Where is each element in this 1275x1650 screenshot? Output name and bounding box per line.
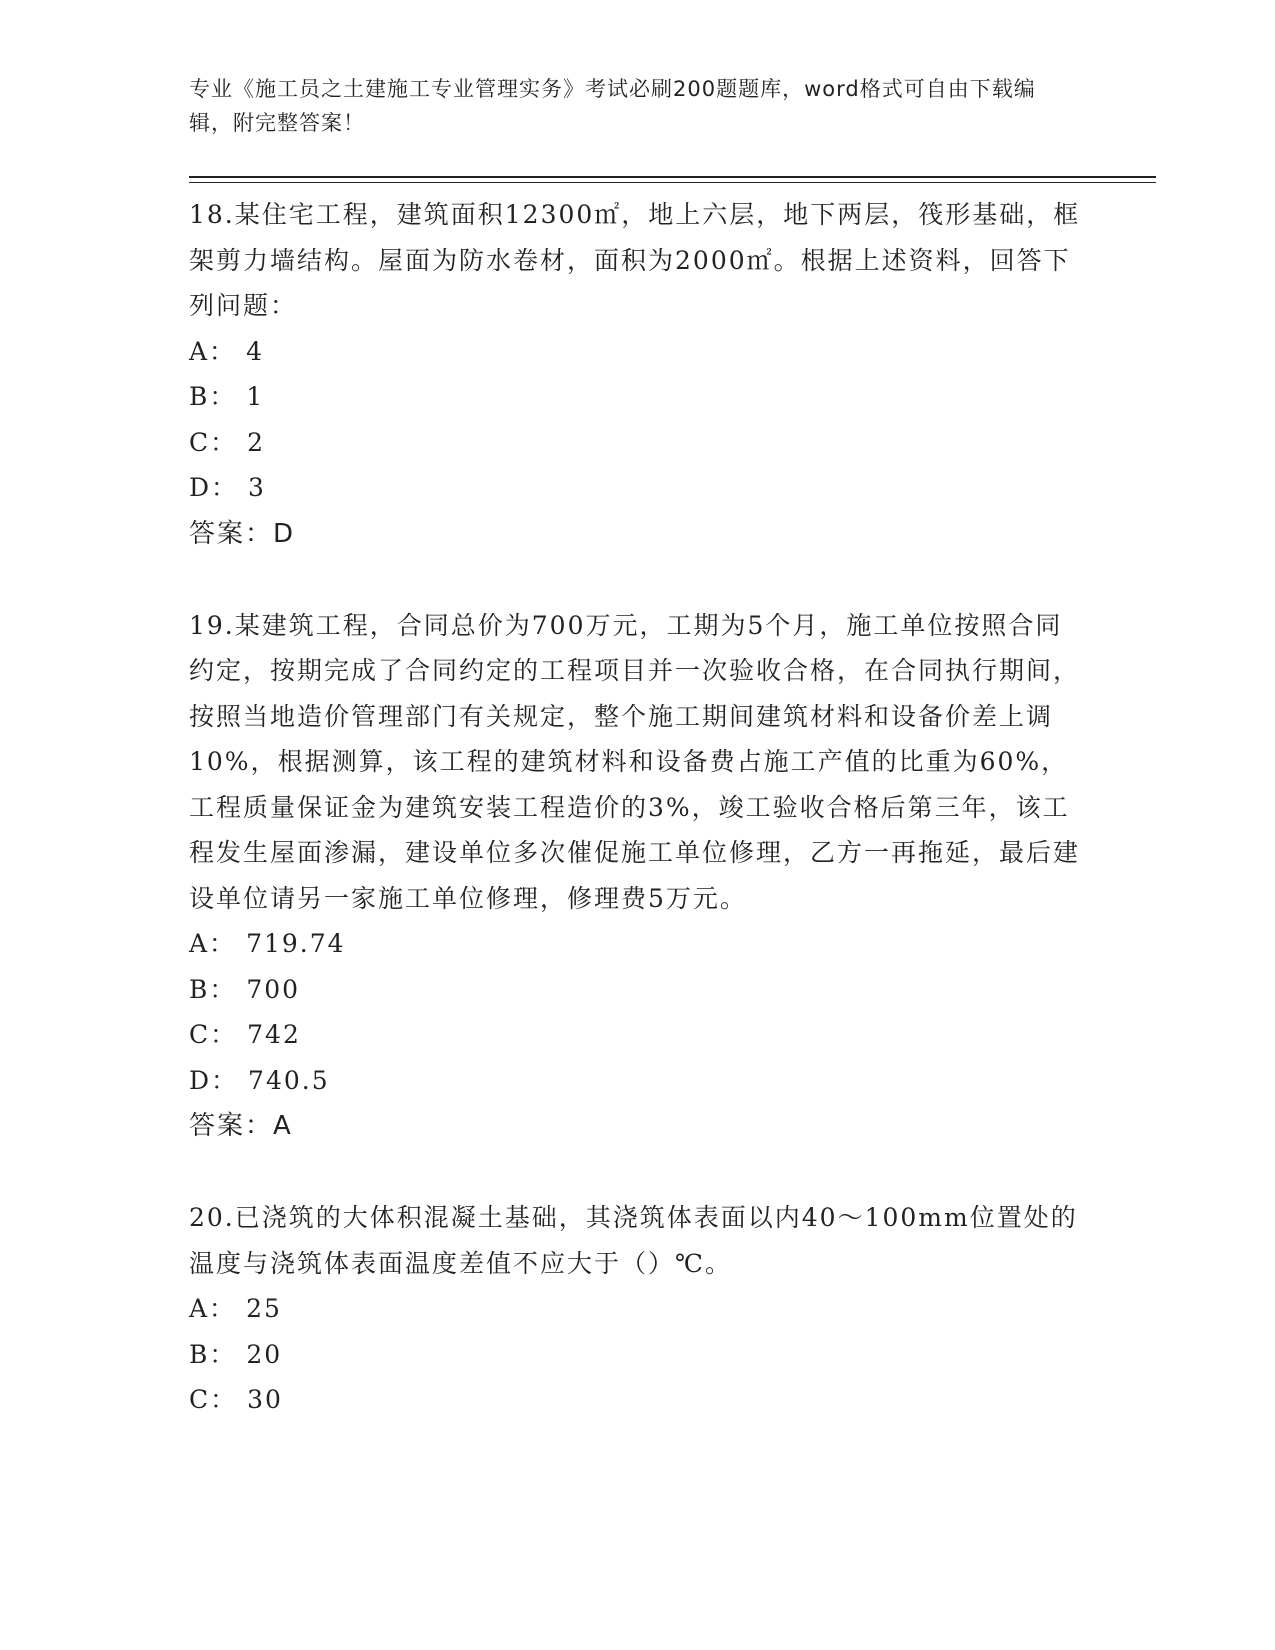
option-letter: A：	[189, 929, 237, 958]
option-value: 2	[247, 427, 266, 457]
answer-line: 答案：D	[189, 518, 296, 549]
option-value: 30	[247, 1385, 283, 1414]
question-list	[189, 192, 1089, 1469]
option-value: 719.74	[246, 929, 346, 958]
option-d	[189, 1058, 1089, 1104]
option-b	[189, 1332, 1089, 1378]
question-20	[189, 1195, 1089, 1423]
option-value: 25	[246, 1294, 282, 1323]
option-value: 20	[246, 1339, 283, 1369]
option-value: 4	[246, 336, 264, 366]
question-18	[189, 192, 1089, 557]
header-divider-thin	[189, 182, 1156, 183]
option-letter: C：	[189, 1020, 238, 1049]
option-letter: A：	[189, 336, 237, 366]
option-a	[189, 329, 1089, 375]
option-letter: C：	[189, 427, 238, 457]
question-text: 19.某建筑工程，合同总价为700万元，工期为5个月，施工单位按照合同约定，按期完成了合同约定的工程项目并一次验收合格，在合同执行期间，按照当地造价管理部门有关规定，整个施工期间建筑材料和设备价差上调10%，根据测算，该工程的建筑材料和设备费占施工产值的比重为60%，工程质量保证金为建筑安装工程造价的3%，竣工验收合格后第三年，该工程发生屋面渗漏，建设单位多次催促施工单位修理，乙方一再拖延，最后建设单位请另一家施工单位修理，修理费5万元。	[189, 610, 1081, 913]
option-c	[189, 420, 1089, 466]
option-letter: A：	[189, 1294, 237, 1323]
header-divider-thick	[189, 176, 1156, 178]
option-letter: D：	[189, 473, 239, 502]
option-value: 742	[247, 1020, 301, 1049]
option-value: 740.5	[248, 1065, 330, 1095]
option-a	[189, 921, 1089, 967]
option-b	[189, 967, 1089, 1013]
question-19	[189, 603, 1089, 1150]
answer-line: 答案：A	[189, 1111, 293, 1141]
option-value: 3	[248, 473, 266, 502]
option-a	[189, 1286, 1089, 1332]
question-text: 20.已浇筑的大体积混凝土基础，其浇筑体表面以内40～100mm位置处的温度与浇筑体表面温度差值不应大于（）℃。	[189, 1203, 1078, 1278]
option-letter: B：	[189, 1339, 237, 1369]
option-value: 700	[246, 974, 301, 1004]
option-b	[189, 374, 1089, 420]
option-value: 1	[246, 382, 265, 411]
page-header: 专业《施工员之土建施工专业管理实务》考试必刷200题题库，word格式可自由下载编辑，附完整答案！	[189, 77, 1036, 135]
option-c	[189, 1012, 1089, 1058]
question-text: 18.某住宅工程，建筑面积12300㎡，地上六层，地下两层，筏形基础，框架剪力墙结构。屋面为防水卷材，面积为2000㎡。根据上述资料，回答下列问题：	[189, 200, 1081, 320]
option-letter: B：	[189, 382, 237, 411]
option-d	[189, 465, 1089, 511]
option-letter: B：	[189, 974, 237, 1004]
option-c	[189, 1377, 1089, 1423]
option-letter: D：	[189, 1065, 239, 1095]
option-letter: C：	[189, 1385, 238, 1414]
